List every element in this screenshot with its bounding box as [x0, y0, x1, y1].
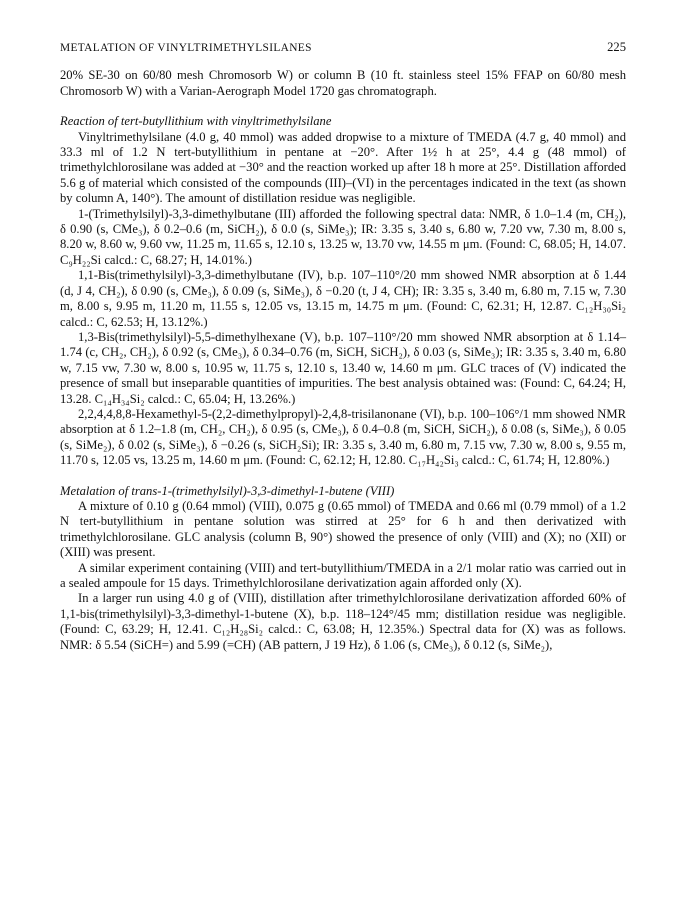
body-paragraph: 1,1-Bis(trimethylsilyl)-3,3-dimethylbutane (IV), b.p. 107–110°/20 mm showed NMR absorption at δ 1.44 (d, J 4, CH₂), δ 0.90 (s, CMe₃), δ 0.09 (s, SiMe₃), δ −0.20 (t, J 4, CH); IR: 3.35 s, 3.40 m, 6.80 m, 7.15 w, 7.30 m, 8.00 s, 9.95 m, 11.20 m, 11.55 s, 12.05 vs, 13.15 m, 14.75 m μm. (Found: C, 62.31; H, 12.87. C₁₂H₃₀Si₂ calcd.: C, 62.53; H, 13.12%.) [60, 268, 626, 329]
running-head [60, 40, 626, 56]
body-paragraph: Vinyltrimethylsilane (4.0 g, 40 mmol) was added dropwise to a mixture of TMEDA (4.7 g, 40 mmol) and 33.3 ml of 1.2 N tert-butyllithium in pentane at −20°. After 1½ h at 25°, 4.4 g (48 mmol) of trimethylchlorosilane was added at −30° and the reaction worked up after 18 h more at 25°. Distillation afforded 5.6 g of material which consisted of the compounds (III)–(VI) in the percentages indicated in the text (as shown by column A, 140°). The amount of distillation residue was negligible. [60, 129, 626, 206]
body-paragraph: 1,3-Bis(trimethylsilyl)-5,5-dimethylhexane (V), b.p. 107–110°/20 mm showed NMR absorption at δ 1.14–1.74 (c, CH₂, CH₂), δ 0.92 (s, CMe₃), δ 0.34–0.76 (m, SiCH, SiCH₂), δ 0.03 (s, SiMe₃); IR: 3.35 s, 3.40 m, 6.80 w, 7.15 vw, 7.30 w, 8.00 s, 10.95 w, 11.75 s, 12.10 s, 13.40 w, 14.60 m μm. GLC traces of (V) indicated the presence of small but inseparable quantities of impurities. The best analysis obtained was: (Found: C, 64.24; H, 13.28. C₁₄H₃₄Si₂ calcd.: C, 65.04; H, 13.26%.) [60, 329, 626, 406]
document-page [60, 40, 626, 653]
page-number: 225 [607, 40, 626, 54]
intro-paragraph: 20% SE-30 on 60/80 mesh Chromosorb W) or column B (10 ft. stainless steel 15% FFAP on 60/80 mesh Chromosorb W) with a Varian-Aerograph Model 1720 gas chromatograph. [60, 68, 626, 98]
section-heading-tbuli-reaction: Reaction of tert-butyllithium with vinyltrimethylsilane [60, 114, 332, 129]
section-heading-metalation: Metalation of trans-1-(trimethylsilyl)-3,3-dimethyl-1-butene (VIII) [60, 483, 395, 498]
body-paragraph: A similar experiment containing (VIII) and tert-butyllithium/TMEDA in a 2/1 molar ratio was carried out in a sealed ampoule for 15 days. Trimethylchlorosilane derivatization again afforded only (X). [60, 560, 626, 590]
body-paragraph: 2,2,4,4,8,8-Hexamethyl-5-(2,2-dimethylpropyl)-2,4,8-trisilanonane (VI), b.p. 100–106°/1 mm showed NMR absorption at δ 1.2–1.8 (m, CH₂, CH₂), δ 0.95 (s, CMe₃), δ 0.4–0.8 (m, SiCH, SiCH₂), δ 0.08 (s, SiMe₃), δ 0.05 (s, SiMe₂), δ 0.02 (s, SiMe₃), δ −0.26 (s, SiCH₂Si); IR: 3.35 s, 3.40 m, 6.80 m, 7.15 vw, 7.30 w, 8.00 s, 9.55 m, 11.70 s, 12.05 vs, 13.25 m, 14.60 m μm. (Found: C, 62.12; H, 12.80. C₁₇H₄₂Si₃ calcd.: C, 61.74; H, 12.80%.) [60, 406, 626, 468]
running-title: METALATION OF VINYLTRIMETHYLSILANES [60, 42, 312, 54]
body-paragraph: In a larger run using 4.0 g of (VIII), distillation after trimethylchlorosilane derivatization afforded 60% of 1,1-bis(trimethylsilyl)-3,3-dimethyl-1-butene (X), b.p. 118–124°/45 mm; distillation residue was negligible. (Found: C, 63.29; H, 12.41. C₁₂H₂₈Si₂ calcd.: C, 63.08; H, 12.35%.) Spectral data for (X) was as follows. NMR: δ 5.54 (SiCH=) and 5.99 (=CH) (AB pattern, J 19 Hz), δ 1.06 (s, CMe₃), δ 0.12 (s, SiMe₂), [60, 591, 626, 652]
body-paragraph: 1-(Trimethylsilyl)-3,3-dimethylbutane (III) afforded the following spectral data: NMR, δ 1.0–1.4 (m, CH₂), δ 0.90 (s, CMe₃), δ 0.2–0.6 (m, SiCH₂), δ 0.0 (s, SiMe₃); IR: 3.35 s, 3.40 s, 6.80 w, 7.20 vw, 7.30 m, 8.00 s, 8.20 w, 8.60 w, 9.60 vw, 11.25 m, 11.65 s, 12.10 s, 13.25 w, 13.70 vw, 14.55 m μm. (Found: C, 68.05; H, 14.07. C₉H₂₂Si calcd.: C, 68.27; H, 14.01%.) [60, 206, 626, 267]
body-paragraph: A mixture of 0.10 g (0.64 mmol) (VIII), 0.075 g (0.65 mmol) of TMEDA and 0.66 ml (0.79 mmol) of a 1.2 N tert-butyllithium in pentane solution was stirred at 25° for 6 h and then derivatized with trimethylchlorosilane. GLC analysis (column B, 90°) showed the presence of only (VIII) and (X); no (XII) or (XIII) was present. [60, 498, 626, 560]
